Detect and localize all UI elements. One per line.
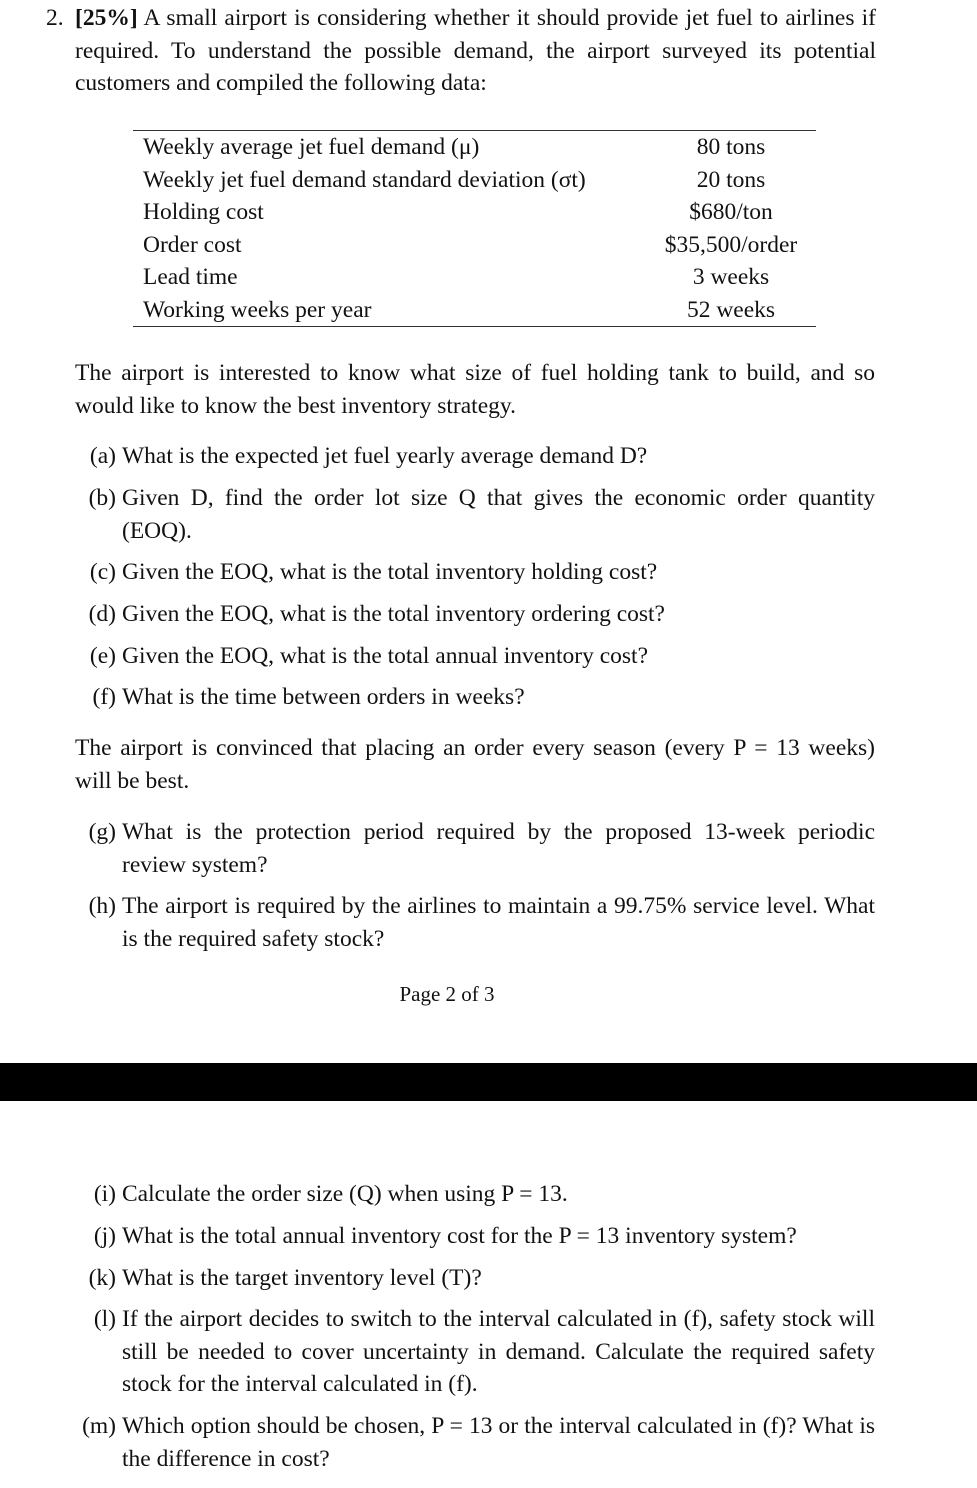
question-label: (a) <box>89 443 116 469</box>
question-label: (j) <box>93 1223 116 1249</box>
table-row-value: 52 weeks <box>686 296 776 323</box>
question-label: (i) <box>93 1181 116 1207</box>
question-text: What is the total annual inventory cost for the P = 13 inventory system? <box>122 1223 797 1249</box>
question-text: If the airport decides to switch to the interval calculated in (f), safety stock will still be needed to cover uncertainty in demand. Calculate the required safety stock for the interval calculated in (f). <box>122 1306 875 1397</box>
question-label: (h) <box>88 893 116 919</box>
question-label: (f) <box>92 684 116 710</box>
question-label: (b) <box>88 485 116 511</box>
question-m <box>70 1410 875 1475</box>
question-j <box>70 1220 875 1253</box>
question-k <box>70 1262 875 1295</box>
question-label: (l) <box>93 1306 116 1332</box>
question-label: (e) <box>89 643 116 669</box>
table-row <box>133 164 816 197</box>
table-row-label: Working weeks per year <box>143 296 372 323</box>
question-i <box>70 1178 875 1211</box>
question-text: Which option should be chosen, P = 13 or the interval calculated in (f)? What is the difference in cost? <box>122 1413 875 1472</box>
question-text: Given the EOQ, what is the total annual inventory cost? <box>122 643 649 669</box>
table-row-label: Order cost <box>143 231 242 258</box>
question-text: What is the protection period required by the proposed 13-week periodic review system? <box>122 819 875 878</box>
page-separator <box>0 1063 977 1101</box>
context-paragraph: The airport is interested to know what size of fuel holding tank to build, and so would like to know the best inventory strategy. <box>75 360 875 419</box>
table-row-value: 80 tons <box>696 134 766 160</box>
question-a <box>70 440 875 473</box>
question-h <box>70 890 875 955</box>
question-c <box>70 556 875 589</box>
problem-intro-text: A small airport is considering whether it should provide jet fuel to airlines if required. To understand the possible demand, the airport surveyed its potential customers and compiled the following data: <box>75 5 876 96</box>
question-b <box>70 482 875 547</box>
table-row-value: 20 tons <box>696 166 766 193</box>
question-label: (d) <box>88 601 116 627</box>
question-label: (g) <box>88 819 116 845</box>
table-row-label: Lead time <box>143 264 238 290</box>
question-text: Given the EOQ, what is the total inventory ordering cost? <box>122 601 665 627</box>
table-row-value: $680/ton <box>689 199 773 225</box>
table-row-value: 3 weeks <box>692 264 770 290</box>
question-e <box>70 640 875 673</box>
question-text: What is the time between orders in weeks? <box>122 684 525 710</box>
question-label: (m) <box>82 1413 116 1439</box>
question-d <box>70 598 875 631</box>
question-text: Given D, find the order lot size Q that gives the economic order quantity (EOQ). <box>122 485 875 544</box>
question-text: Given the EOQ, what is the total inventory holding cost? <box>122 559 658 585</box>
table-row-label: Weekly average jet fuel demand (μ) <box>143 134 480 160</box>
table-row <box>133 229 816 262</box>
question-text: Calculate the order size (Q) when using P = 13. <box>122 1181 568 1207</box>
table-row <box>133 196 816 229</box>
problem-number: 2. <box>46 5 64 31</box>
table-row <box>133 131 816 164</box>
problem-intro <box>46 2 876 100</box>
question-g <box>70 816 875 881</box>
table-row-label: Weekly jet fuel demand standard deviation (σt) <box>143 166 586 193</box>
table-row-value: $35,500/order <box>664 231 798 258</box>
page-footer: Page 2 of 3 <box>399 982 495 1006</box>
problem-weight: [25%] <box>75 5 138 31</box>
table-row <box>133 261 816 294</box>
table-row <box>133 294 816 327</box>
question-label: (c) <box>89 559 116 585</box>
question-text: What is the target inventory level (T)? <box>122 1265 482 1291</box>
context-paragraph-2: The airport is convinced that placing an order every season (every P = 13 weeks) will be best. <box>75 735 875 794</box>
table-row-label: Holding cost <box>143 199 264 225</box>
question-text: The airport is required by the airlines to maintain a 99.75% service level. What is the required safety stock? <box>122 893 875 952</box>
data-table <box>133 130 816 327</box>
question-f <box>70 681 875 714</box>
question-label: (k) <box>88 1265 116 1291</box>
question-l <box>70 1303 875 1401</box>
question-text: What is the expected jet fuel yearly average demand D? <box>122 443 648 469</box>
